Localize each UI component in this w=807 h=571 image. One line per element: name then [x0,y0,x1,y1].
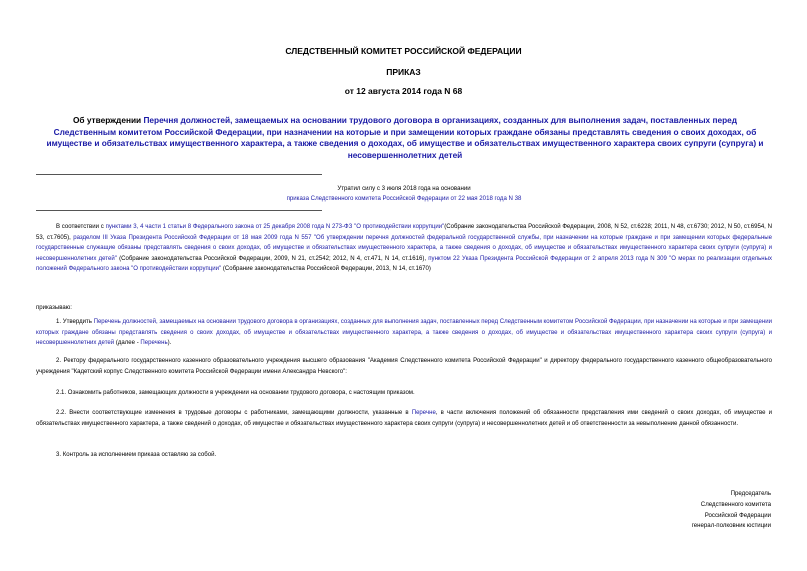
preamble-text-4: (Собрание законодательства Российской Федерации, 2013, N 14, ст.1670) [221,266,431,272]
item-2-2 [36,408,772,429]
order-word: приказываю: [36,305,72,311]
title-link[interactable]: Перечня должностей, замещаемых на основании трудового договора в организациях, созданных для выполнения задач, поставленных перед Следственным комитетом Российской Федерации, при назначении на которые и при замещении которых граждане обязаны представлять сведения о своих доходах, об имуществе и обязательствах имущественного характера, а также сведения о доходах, об имуществе и обязательствах имущественного характера своих супруги (супруга) и несовершеннолетних детей [46,115,764,160]
committee-name: СЛЕДСТВЕННЫЙ КОМИТЕТ РОССИЙСКОЙ ФЕДЕРАЦИИ [285,46,522,56]
doc-type: ПРИКАЗ [386,67,421,77]
item-2-2-text-1: 2.2. Внести соответствующие изменения в трудовые договоры с работниками, замещающими должности, указанные в [56,410,412,416]
item-1-short-link[interactable]: Перечень [140,340,168,346]
item-2-1-text: 2.1. Ознакомить работников, замещающих должности в учреждении на основании трудового договора, с настоящим приказом. [56,390,415,396]
item-2-2-text-2: , в части включения положений об обязанности представления ими сведений о своих доходах, об имуществе и обязательствах имущественного характера, а также сведений о доходах, об имуществе и обязательствах имущественного характера своих супруги (супруга) и несовершеннолетних детей и об ответственности за невыполнение данной обязанности. [36,410,772,427]
signature-line-1: Председатель [730,490,771,497]
item-1-list-link[interactable]: Перечень должностей, замещаемых на основании трудового договора в организациях, созданных для выполнения задач, поставленных перед Следственным комитетом Российской Федерации, при назначении на которые и при замещении которых граждане обязаны представлять сведения о своих доходах, об имуществе и обязательствах имущественного характера, а также сведения о доходах, об имуществе и обязательствах имущественного характера своих супруги (супруга) и несовершеннолетних детей [36,319,772,346]
preamble-link-law-273[interactable]: пунктами 3, 4 части 1 статьи 8 Федерального закона от 25 декабря 2008 года N 273-ФЗ "О противодействии коррупции" [105,224,445,230]
item-2-text: 2. Ректору федерального государственного казенного образовательного учреждения высшего образования "Академия Следственного комитета Российской Федерации" и директору федерального государственного казенного общеобразовательного учреждения "Кадетский корпус Следственного комитета Российской Федерации имени Александра Невского": [36,358,772,375]
status-note [36,184,772,204]
status-note-link[interactable]: приказа Следственного комитета Российской Федерации от 22 мая 2018 года N 38 [286,195,522,202]
preamble [36,222,772,275]
item-2-1 [36,388,772,399]
signature-line-2: Следственного комитета [700,500,771,508]
status-note-text: Утратил силу с 3 июля 2018 года на основании [337,185,471,192]
item-1-text-2: (далее - [114,340,141,346]
signature-block [692,489,771,532]
preamble-text-2: (Собрание законодательства Российской Федерации, 2008, N 52, ст.6228; 2011, N 48, ст.6730; 2012, N 50, ст.6954, N 53, ст.7605), [36,224,772,241]
item-3-text: 3. Контроль за исполнением приказа оставляю за собой. [56,452,217,458]
item-2 [36,356,772,377]
item-3 [36,450,772,461]
preamble-link-decree-557[interactable]: разделом III Указа Президента Российской Федерации от 18 мая 2009 года N 557 "Об утверждении перечня должностей федеральной государственной службы, при назначении на которые граждане и при замещении которых федеральные государственные служащие обязаны представлять сведения о своих доходах, об имуществе и обязательствах имущественного характера, а также сведения о доходах, об имуществе и обязательствах имущественного характера своих супруги (супруга) и несовершеннолетних детей" [36,234,772,262]
doc-title [45,115,765,161]
preamble-link-decree-309[interactable]: пунктом 22 Указа Президента Российской Федерации от 2 апреля 2013 года N 309 "О мерах по реализации отдельных положений Федерального закона "О противодействии коррупции" [36,255,773,272]
doc-date: от 12 августа 2014 года N 68 [344,86,463,96]
preamble-text-3: (Собрание законодательства Российской Федерации, 2009, N 21, ст.2542; 2012, N 4, ст.471, N 14, ст.1616), [116,255,429,262]
item-2-2-list-link[interactable]: Перечне [411,410,436,416]
item-1 [36,317,772,349]
signature-line-4: генерал-полковник юстиции [691,522,771,530]
signature-line-3: Российской Федерации [704,511,771,519]
divider-top [36,174,322,175]
item-1-text-3: ). [167,340,172,346]
item-1-text-1: 1. Утвердить [56,319,94,325]
preamble-text-1: В соответствии с [56,224,106,230]
divider-bottom [36,210,322,211]
title-prefix: Об утверждении [72,115,144,125]
